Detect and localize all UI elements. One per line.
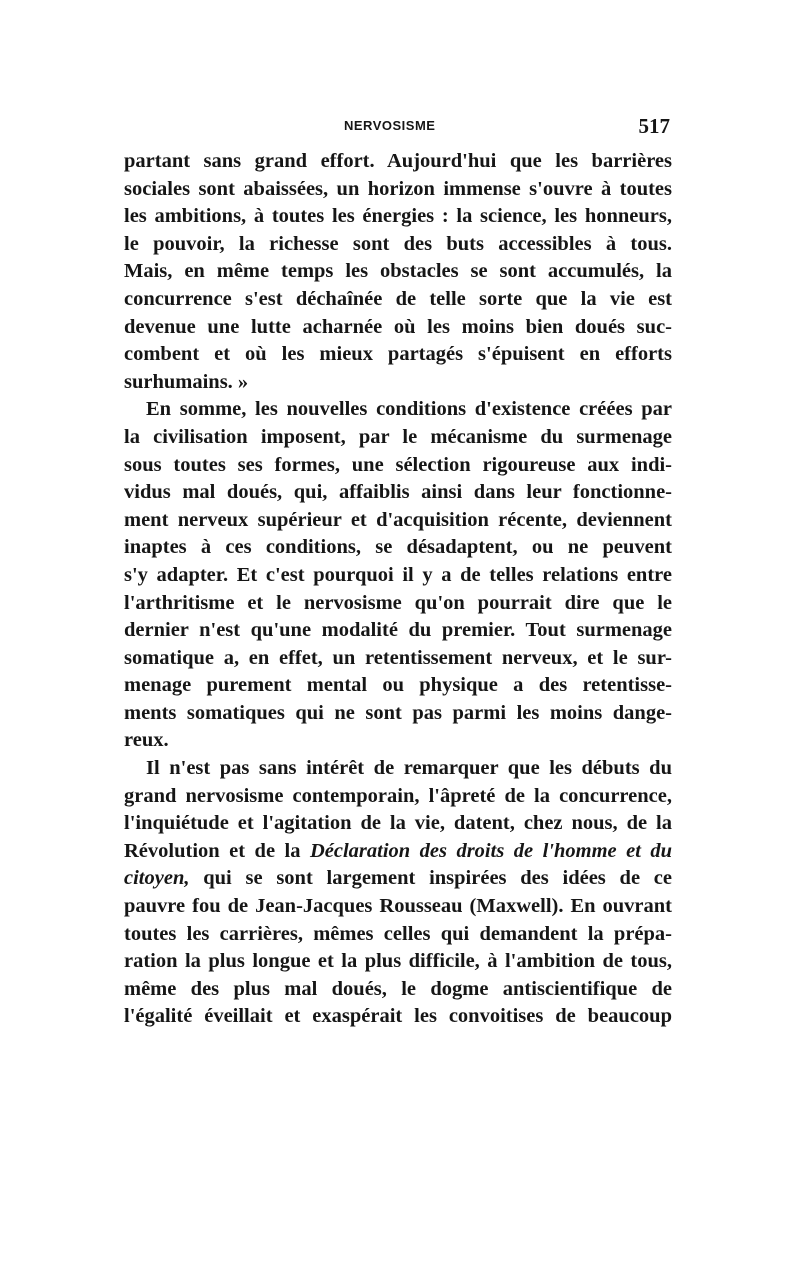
text-line: partant sans grand effort. Aujourd'hui que les barrières [124,150,672,172]
text-line: même des plus mal doués, le dogme antiscientifique de [124,977,672,1000]
text-line: grand nervosisme contemporain, l'âpreté de la concurrence, [124,784,672,807]
text-line: Mais, en même temps les obstacles se sont accumulés, la [124,260,672,283]
running-title: NERVOSISME [344,118,436,133]
text-line: ments somatiques qui ne sont pas parmi les moins dange- [124,701,672,724]
text-line: l'inquiétude et l'agitation de la vie, datent, chez nous, de la [124,812,672,835]
text-line: sociales sont abaissées, un horizon immense s'ouvre à toutes [124,177,672,200]
paragraph-start-line: En somme, les nouvelles conditions d'existence créées par [146,398,672,421]
page-number: 517 [638,114,670,138]
paragraph-start-line: Il n'est pas sans intérêt de remarquer que les débuts du [146,757,672,780]
text-line: somatique a, en effet, un retentissement nerveux, et le sur- [124,646,672,669]
text-line: combent et où les mieux partagés s'épuisent en efforts [124,343,672,366]
text-line: toutes les carrières, mêmes celles qui demandent la prépa- [124,922,672,945]
text-line: reux. [124,729,169,752]
text-line: la civilisation imposent, par le mécanisme du surmenage [124,425,672,448]
text-run: qui se sont largement inspirées des idées de ce [203,867,672,890]
text-line: vidus mal doués, qui, affaiblis ainsi dans leur fonctionne- [124,481,672,504]
text-line: inaptes à ces conditions, se désadaptent, ou ne peuvent [124,536,672,559]
text-line: l'égalité éveillait et exaspérait les convoitises de beaucoup [124,1005,672,1028]
text-line: les ambitions, à toutes les énergies : la science, les honneurs, [124,205,672,228]
text-line: le pouvoir, la richesse sont des buts accessibles à tous. [124,232,672,255]
text-line: concurrence s'est déchaînée de telle sorte que la vie est [124,287,672,310]
text-line-with-italic [124,838,672,866]
text-line: ration la plus longue et la plus difficile, à l'ambition de tous, [124,950,672,973]
text-line: pauvre fou de Jean-Jacques Rousseau (Maxwell). En ouvrant [124,895,672,918]
text-line: sous toutes ses formes, une sélection rigoureuse aux indi- [124,453,672,476]
text-line: ment nerveux supérieur et d'acquisition récente, deviennent [124,508,672,531]
italic-title: citoyen, [124,867,190,890]
text-line: surhumains. » [124,370,249,393]
italic-title: Déclaration des droits de l'homme et du [309,839,673,862]
body-text [124,148,672,1031]
text-run: Révolution et de la [124,839,301,862]
text-line-with-italic [124,865,672,893]
text-line: dernier n'est qu'une modalité du premier. Tout surmenage [124,619,672,642]
text-line: menage purement mental ou physique a des retentisse- [124,674,672,697]
running-head [124,114,672,142]
text-line: l'arthritisme et le nervosisme qu'on pourrait dire que le [124,591,672,614]
text-line: devenue une lutte acharnée où les moins bien doués suc- [124,315,672,338]
text-line: s'y adapter. Et c'est pourquoi il y a de telles relations entre [124,563,672,586]
